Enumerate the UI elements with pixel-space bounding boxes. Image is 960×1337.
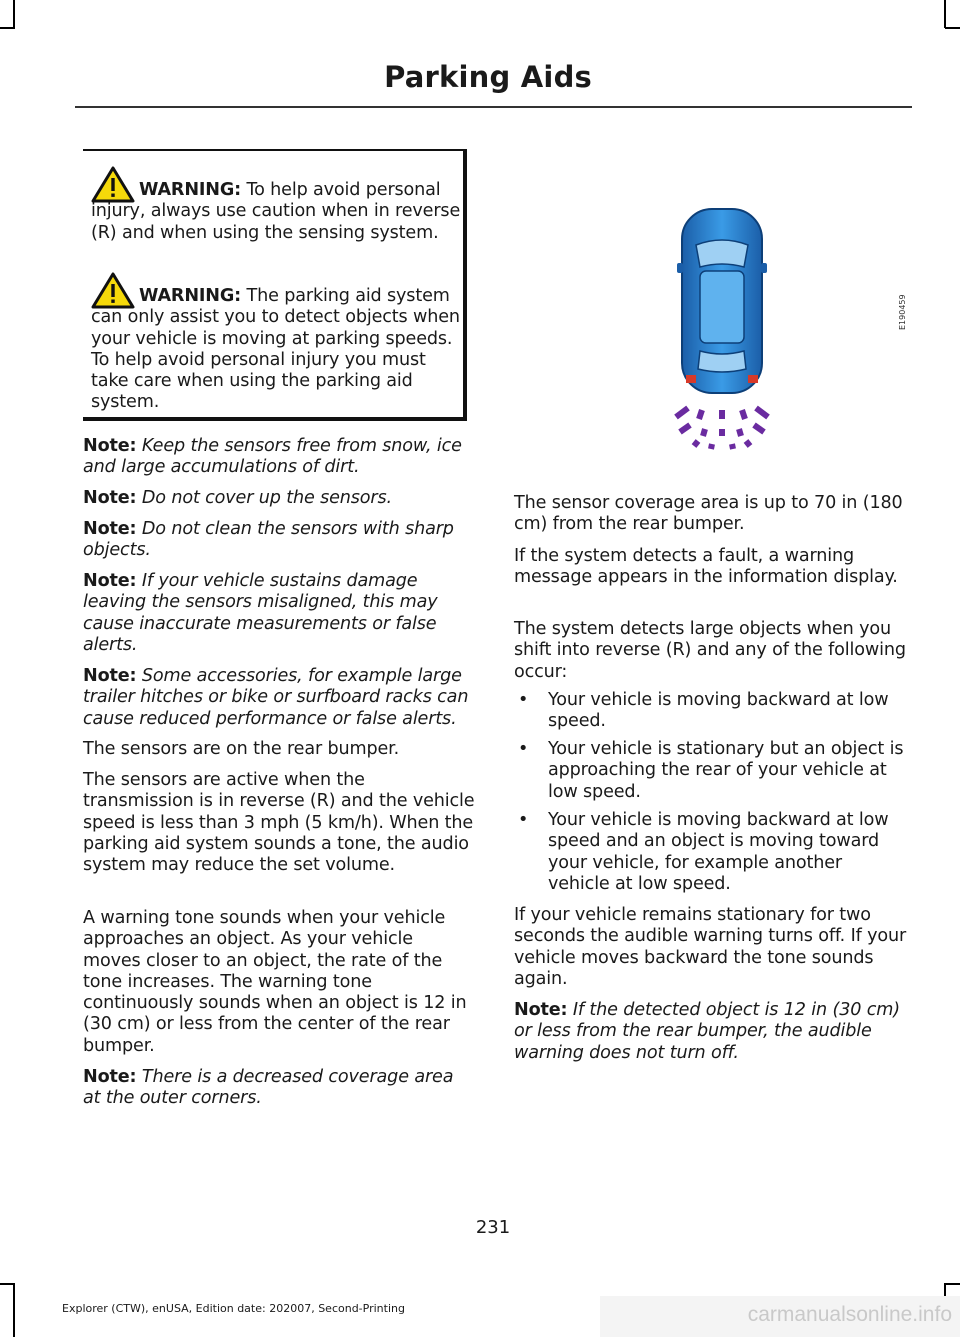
list-item: • Your vehicle is moving backward at low speed and an object is moving toward your vehicle, for example another vehicle at low speed. [518,810,889,894]
warning-text: The parking aid system can only assist you to detect objects when your vehicle is moving at parking speeds. To help avoid personal injury you must take care when using the parking aid system. [91,286,460,413]
note-right [514,1000,908,1064]
note-3 [83,519,475,562]
note-text: Keep the sensors free from snow, ice and large accumulations of dirt. [83,436,462,478]
header-divider [75,106,912,108]
note-label: Note: [83,519,137,539]
crop-mark [13,1283,15,1337]
crop-mark [944,0,946,28]
sensor-arcs-icon [676,408,768,449]
parking-sensor-figure [640,205,810,460]
footer-text: Explorer (CTW), enUSA, Edition date: 202007, Second-Printing [62,1302,405,1315]
note-1 [83,436,475,479]
paragraph: The sensors are on the rear bumper. [83,739,400,759]
paragraph: A warning tone sounds when your vehicle approaches an object. As your vehicle moves closer to an object, the rate of the tone increases. The warning tone continuously sounds when an object is 12 in (30 cm) or less from the center of the rear bumper. [83,908,467,1056]
warning-2 [91,286,465,414]
crop-mark [945,1283,960,1285]
car-top-view-icon [677,209,767,393]
warning-label: WARNING: [139,286,242,306]
note-text: There is a decreased coverage area at the outer corners. [83,1067,454,1109]
warning-text: To help avoid personal injury, always use caution when in reverse (R) and when using the sensing system. [91,180,461,243]
watermark: carmanualsonline.info [747,1303,952,1326]
note-label: Note: [83,1067,137,1087]
warning-triangle-icon [91,166,135,204]
note-text: If your vehicle sustains damage leaving the sensors misaligned, this may cause inaccurate measurements or false alerts. [83,571,438,655]
warning-triangle-icon [91,272,135,310]
paragraph: The sensors are active when the transmission is in reverse (R) and the vehicle speed is less than 3 mph (5 km/h). When the parking aid system sounds a tone, the audio system may reduce the set volume. [83,770,475,876]
crop-mark [0,1283,15,1285]
paragraph: If your vehicle remains stationary for two seconds the audible warning turns off. If your vehicle moves backward the tone sounds again. [514,905,907,989]
note-label: Note: [83,571,137,591]
paragraph: If the system detects a fault, a warning message appears in the information display. [514,546,898,588]
note-5 [83,666,475,730]
crop-mark [0,27,15,29]
note-label: Note: [83,436,137,456]
bullet-list [514,690,908,733]
paragraph: The system detects large objects when you shift into reverse (R) and any of the following occur: [514,619,906,682]
note-text: Some accessories, for example large trailer hitches or bike or surfboard racks can cause reduced performance or false alerts. [83,666,469,729]
figure-id: E190459 [898,294,907,330]
paragraph: The sensor coverage area is up to 70 in (180 cm) from the rear bumper. [514,493,903,535]
list-item: • Your vehicle is stationary but an object is approaching the rear of your vehicle at low speed. [518,739,904,802]
note-2 [83,488,475,509]
warning-1 [91,180,465,244]
bullet-list [514,739,908,803]
page-title: Parking Aids [384,60,592,94]
note-text: Do not clean the sensors with sharp objects. [83,519,454,561]
note-label: Note: [83,666,137,686]
note-label: Note: [514,1000,568,1020]
note-label: Note: [83,488,137,508]
crop-mark [945,27,960,29]
note-4 [83,571,475,656]
page-number: 231 [475,1217,511,1238]
note-6 [83,1067,475,1110]
note-text: Do not cover up the sensors. [136,488,392,508]
warning-label: WARNING: [139,180,242,200]
bullet-list [514,810,908,895]
list-item: • Your vehicle is moving backward at low speed. [518,690,889,732]
note-text: If the detected object is 12 in (30 cm) or less from the rear bumper, the audible warning does not turn off. [514,1000,900,1063]
crop-mark [13,0,15,28]
